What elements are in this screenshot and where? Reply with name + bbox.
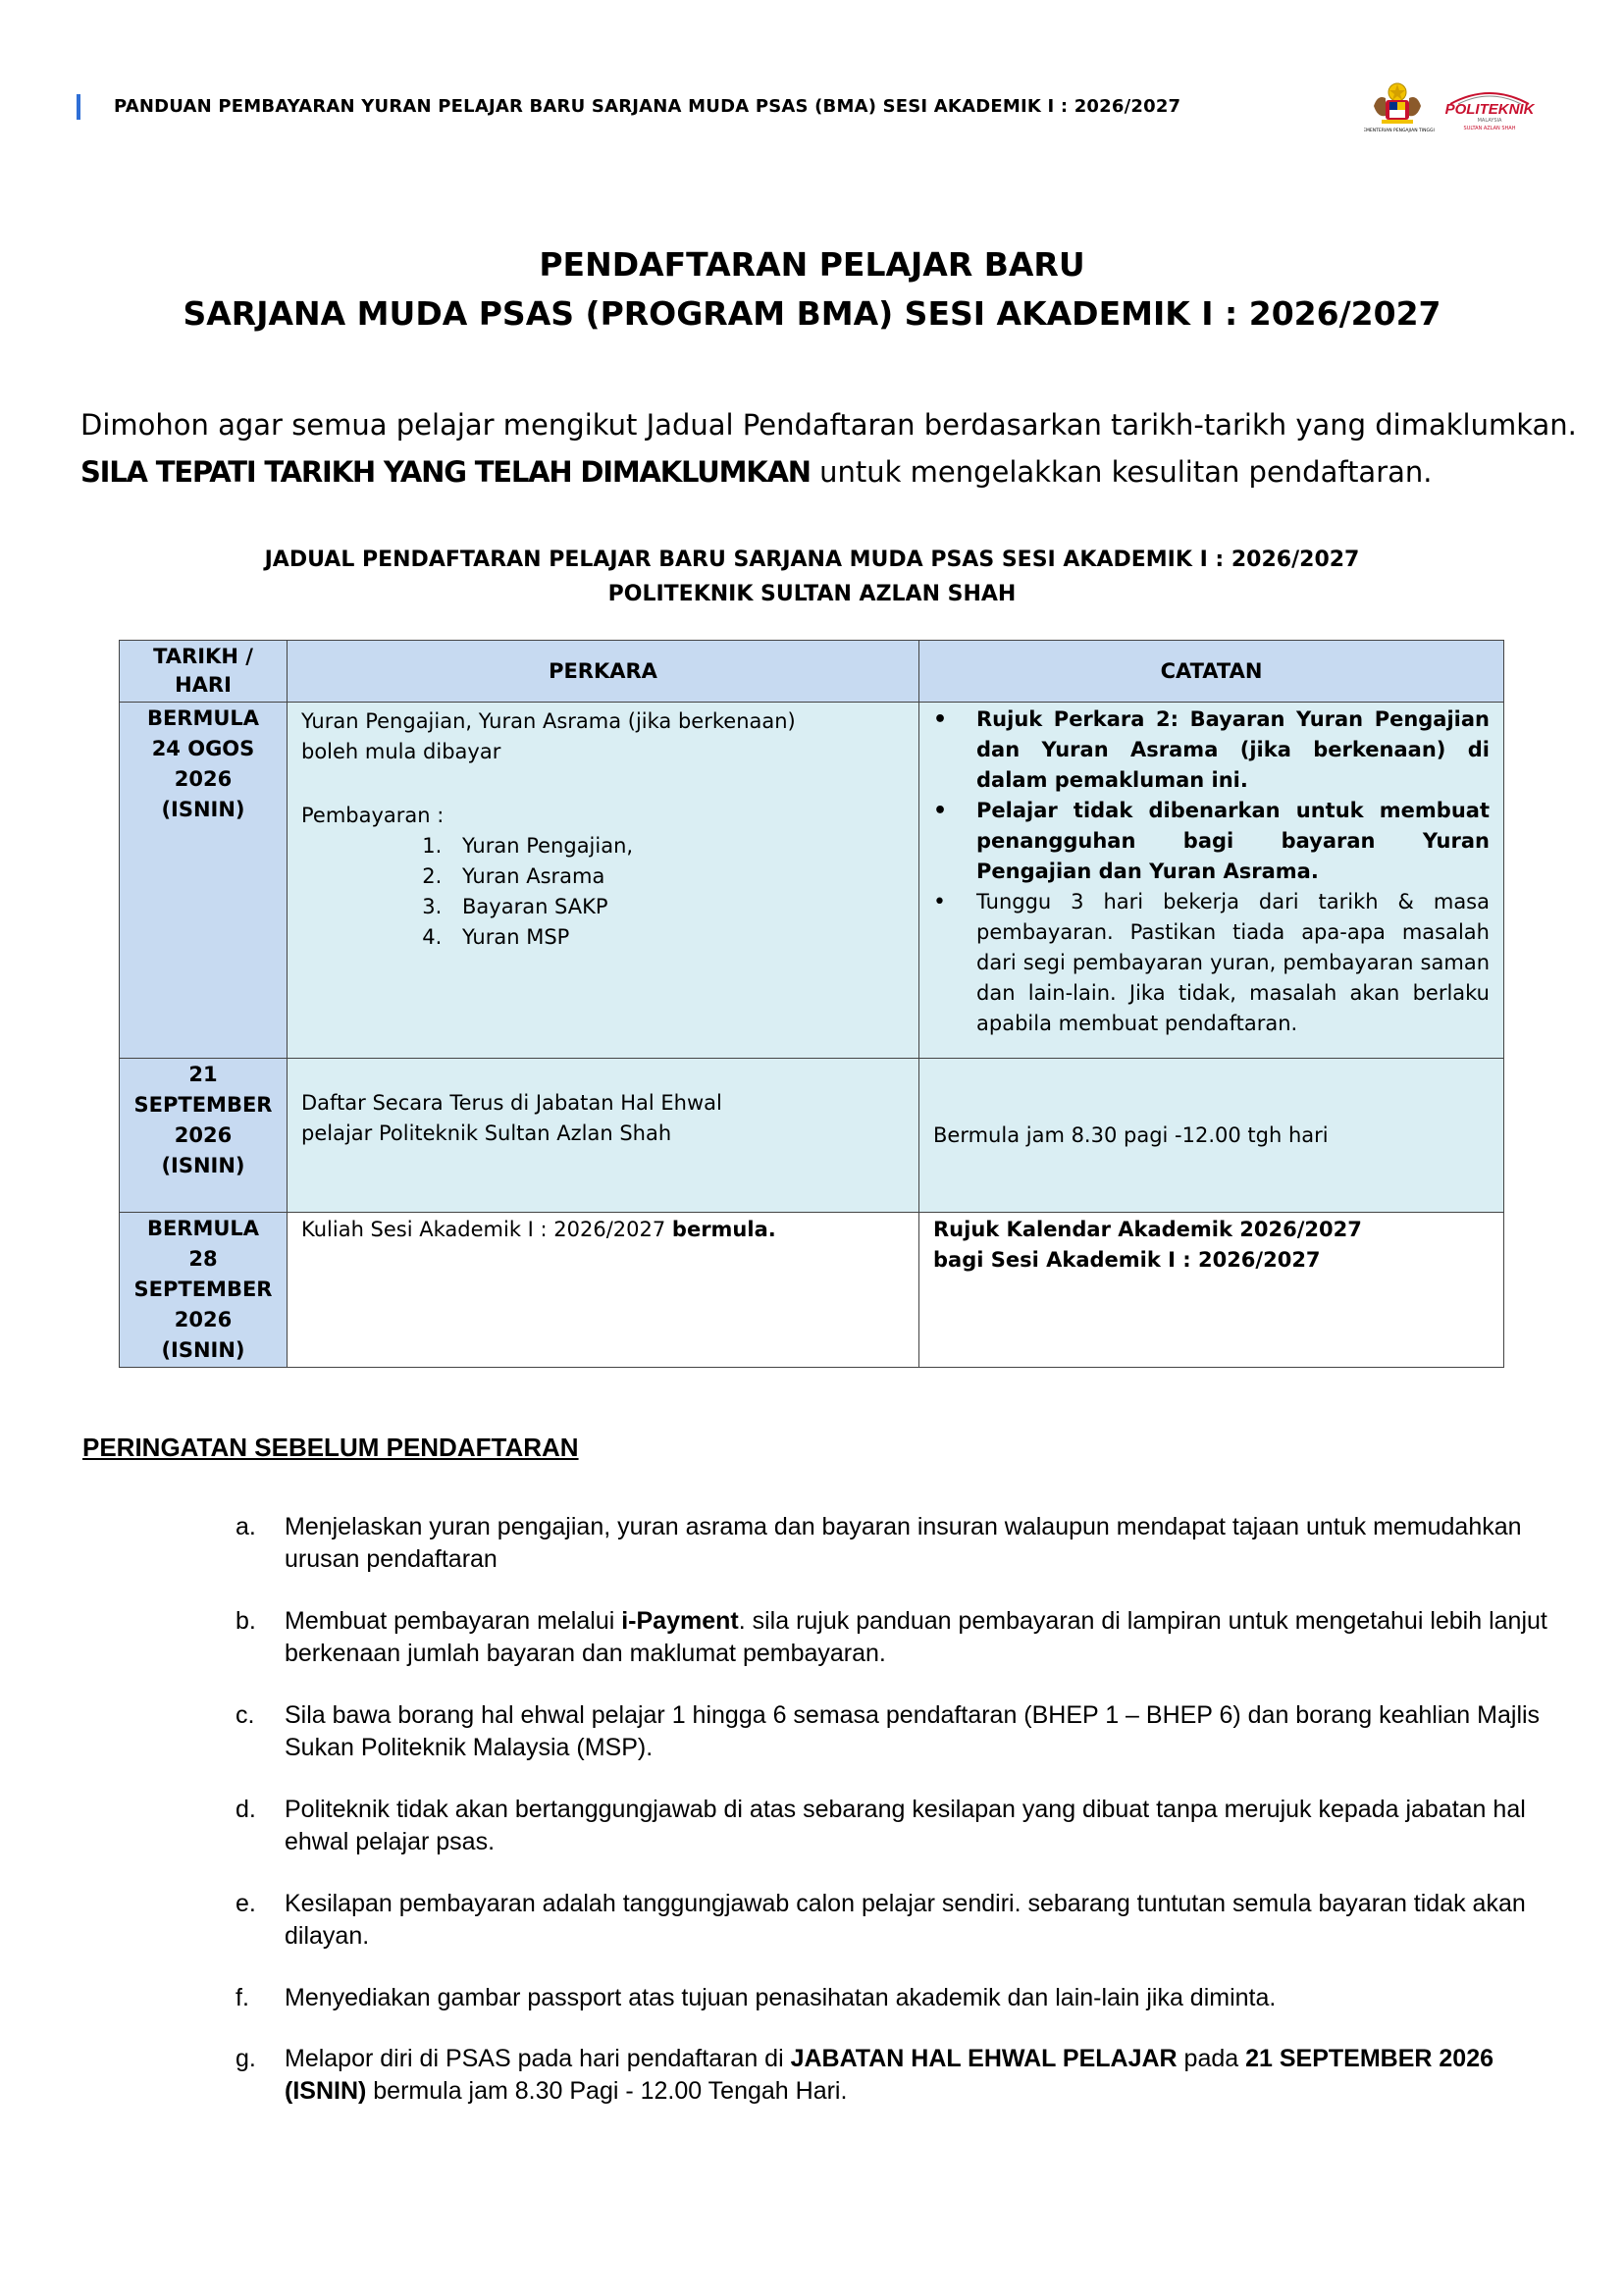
reminder-f: [236, 1982, 1570, 2014]
reminder-text: Menjelaskan yuran pengajian, yuran asrama dan bayaran insuran walaupun mendapat tajaan untuk memudahkan urusan pendaftaran: [285, 1513, 1522, 1573]
row1-date-line: 24 OGOS: [151, 737, 255, 760]
intro-line2: [80, 455, 1433, 489]
row1-date: [120, 703, 288, 1059]
reminder-letter: g.: [236, 2045, 256, 2072]
reminder-letter: a.: [236, 1513, 256, 1540]
intro-emphasis: SILA TEPATI TARIKH YANG TELAH DIMAKLUMKAN: [80, 455, 811, 489]
row1-payment-list: [301, 831, 905, 953]
reminder-c: [236, 1699, 1570, 1764]
schedule-subtitle: POLITEKNIK SULTAN AZLAN SHAH: [607, 582, 1017, 606]
list-item: 2. Yuran Asrama: [448, 861, 905, 892]
reminder-g-pre: Melapor diri di PSAS pada hari pendaftaran di: [285, 2045, 791, 2072]
row2-perkara-text: Daftar Secara Terus di Jabatan Hal Ehwal pelajar Politeknik Sultan Azlan Shah: [301, 1091, 722, 1145]
reminder-d: [236, 1794, 1570, 1858]
reminder-letter: f.: [236, 1984, 249, 2011]
row1-catatan: [919, 703, 1504, 1059]
row1-date-line: BERMULA: [146, 706, 260, 730]
row1-pembayaran-label: Pembayaran :: [301, 804, 445, 827]
reminder-letter: c.: [236, 1701, 255, 1729]
row2-date-line: 2026: [174, 1123, 233, 1147]
reminder-text: [285, 2043, 1570, 2108]
row3-perkara-text: Kuliah Sesi Akademik I : 2026/2027: [301, 1218, 672, 1241]
table-header-row: [120, 641, 1504, 703]
list-item: • Rujuk Perkara 2: Bayaran Yuran Pengajian dan Yuran Asrama (jika berkenaan) di dalam pemakluman ini.: [976, 704, 1490, 796]
intro-rest: untuk mengelakkan kesulitan pendaftaran.: [810, 455, 1433, 489]
politeknik-logo-caption: SULTAN AZLAN SHAH: [1463, 126, 1516, 131]
list-item: 3. Bayaran SAKP: [448, 892, 905, 922]
reminder-text: Kesilapan pembayaran adalah tanggungjawab calon pelajar sendiri. sebarang tuntutan semula bayaran tidak akan dilayan.: [285, 1890, 1526, 1950]
reminder-text: [285, 1605, 1570, 1670]
table-row: [120, 703, 1504, 1059]
list-item: 1. Yuran Pengajian,: [448, 831, 905, 861]
row2-catatan-text: Bermula jam 8.30 pagi -12.00 tgh hari: [933, 1122, 1329, 1147]
header-perkara: PERKARA: [288, 641, 919, 703]
reminder-g-bold2: 21 SEPTEMBER 2026 (ISNIN): [285, 2045, 1494, 2105]
reminder-a: [236, 1511, 1570, 1576]
list-item: 4. Yuran MSP: [448, 922, 905, 953]
row3-date: [120, 1213, 288, 1368]
reminder-b-pre: Membuat pembayaran melalui: [285, 1607, 622, 1635]
schedule-table: [119, 640, 1504, 1368]
row2-catatan: [919, 1059, 1504, 1213]
header-date: TARIKH / HARI: [120, 641, 288, 703]
header-catatan: CATATAN: [919, 641, 1504, 703]
row1-date-line: 2026: [174, 767, 233, 791]
reminder-letter: b.: [236, 1607, 256, 1635]
row1-perkara-text: Yuran Pengajian, Yuran Asrama (jika berkenaan) boleh mula dibayar: [301, 709, 796, 763]
reminder-b-bold: i-Payment: [621, 1607, 739, 1635]
kpt-caption: KEMENTERIAN PENGAJIAN TINGGI: [1364, 129, 1435, 133]
header-logos: [1364, 78, 1560, 137]
politeknik-logo-sub: MALAYSIA: [1477, 118, 1502, 124]
table-row: [120, 1213, 1504, 1368]
intro-line1: Dimohon agar semua pelajar mengikut Jadual Pendaftaran berdasarkan tarikh-tarikh yang dimaklumkan.: [80, 408, 1577, 442]
header-accent-bar: [77, 94, 80, 120]
row1-perkara: [288, 703, 919, 1059]
row3-perkara-bold: bermula.: [671, 1218, 776, 1241]
row2-date-line: 21: [188, 1063, 218, 1086]
row2-date: [120, 1059, 288, 1213]
reminder-g-post: bermula jam 8.30 Pagi - 12.00 Tengah Hari.: [366, 2077, 848, 2105]
row3-date-line: 28 SEPTEMBER: [133, 1247, 273, 1301]
row3-date-line: (ISNIN): [161, 1338, 245, 1362]
row2-date-line: (ISNIN): [161, 1154, 245, 1177]
row3-catatan-text: Rujuk Kalendar Akademik 2026/2027 bagi Sesi Akademik I : 2026/2027: [933, 1218, 1362, 1272]
schedule-title: JADUAL PENDAFTARAN PELAJAR BARU SARJANA MUDA PSAS SESI AKADEMIK I : 2026/2027: [264, 548, 1360, 572]
row2-date-line: SEPTEMBER: [133, 1093, 273, 1117]
row3-catatan: [919, 1213, 1504, 1368]
peringatan-heading: PERINGATAN SEBELUM PENDAFTARAN: [82, 1433, 579, 1462]
page-title-line1: PENDAFTARAN PELAJAR BARU: [539, 245, 1085, 284]
row3-perkara: [288, 1213, 919, 1368]
reminder-g-mid: pada: [1177, 2045, 1246, 2072]
list-item: • Tunggu 3 hari bekerja dari tarikh & masa pembayaran. Pastikan tiada apa-apa masalah dari segi pembayaran yuran, pembayaran saman dan lain-lain. Jika tidak, masalah akan berlaku apabila membuat pendaftaran.: [976, 887, 1490, 1039]
table-row: [120, 1059, 1504, 1213]
row1-notes-list: [933, 704, 1490, 1039]
row3-date-line: 2026: [174, 1308, 233, 1331]
reminder-text: Menyediakan gambar passport atas tujuan penasihatan akademik dan lain-lain jika diminta.: [285, 1984, 1277, 2011]
reminder-letter: d.: [236, 1796, 256, 1823]
list-item: • Pelajar tidak dibenarkan untuk membuat penangguhan bagi bayaran Yuran Pengajian dan Yuran Asrama.: [976, 796, 1490, 887]
reminder-letter: e.: [236, 1890, 256, 1917]
page-title-line2: SARJANA MUDA PSAS (PROGRAM BMA) SESI AKADEMIK I : 2026/2027: [183, 294, 1441, 333]
reminder-b: [236, 1605, 1570, 1670]
row1-date-line: (ISNIN): [161, 798, 245, 821]
row2-perkara: [288, 1059, 919, 1213]
reminder-e: [236, 1888, 1570, 1953]
reminder-text: Sila bawa borang hal ehwal pelajar 1 hingga 6 semasa pendaftaran (BHEP 1 – BHEP 6) dan borang keahlian Majlis Sukan Politeknik Malaysia (MSP).: [285, 1701, 1541, 1761]
kpt-crest-icon: [1364, 78, 1560, 137]
reminder-g: [236, 2043, 1570, 2108]
reminder-text: Politeknik tidak akan bertanggungjawab di atas sebarang kesilapan yang dibuat tanpa merujuk kepada jabatan hal ehwal pelajar psas.: [285, 1796, 1526, 1855]
running-header: PANDUAN PEMBAYARAN YURAN PELAJAR BARU SARJANA MUDA PSAS (BMA) SESI AKADEMIK I : 2026/2027: [114, 96, 1181, 117]
politeknik-logo-text: POLITEKNIK: [1444, 101, 1535, 118]
reminder-b-post: . sila rujuk panduan pembayaran di lampiran untuk mengetahui lebih lanjut berkenaan jumlah bayaran dan maklumat pembayaran.: [285, 1607, 1547, 1667]
row3-date-line: BERMULA: [146, 1217, 260, 1240]
reminder-g-bold1: JABATAN HAL EHWAL PELAJAR: [790, 2045, 1178, 2072]
